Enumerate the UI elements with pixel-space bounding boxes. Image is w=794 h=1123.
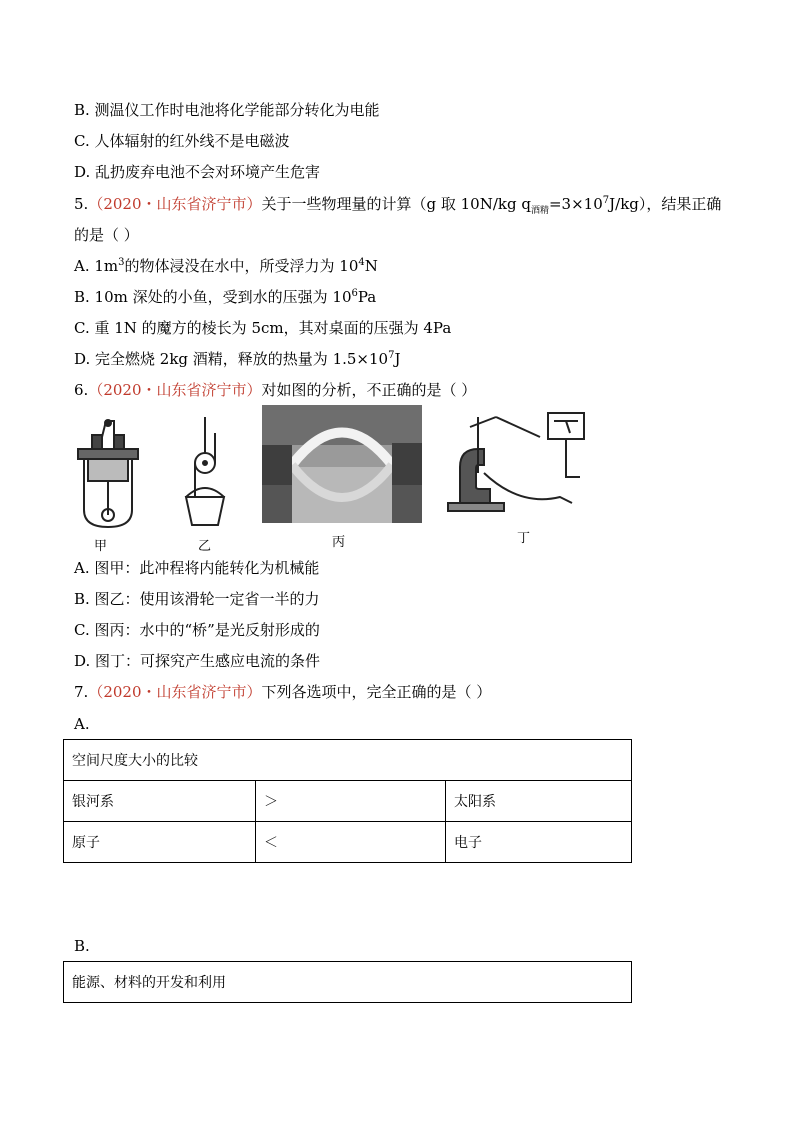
caption-ding: 丁 — [517, 531, 531, 546]
option-b-prev: B. 测温仪工作时电池将化学能部分转化为电能 — [74, 101, 380, 119]
q6-option-a: A. 图甲：此冲程将内能转化为机械能 — [74, 559, 320, 577]
table-a-header: 空间尺度大小的比较 — [64, 740, 632, 781]
engine-cylinder-figure — [74, 415, 142, 533]
q5-option-a: A. $1m^3$的物体浸没在水中，所受浮力为 $10^4N$ — [74, 257, 378, 275]
q7-stem: 7.（2020・山东省济宁市）下列各选项中，完全正确的是（ ） — [74, 683, 492, 701]
q5-stem-line2: 的是（ ） — [74, 226, 139, 244]
q7-label-a: A. — [74, 715, 90, 733]
table-row: 原子 ＜ 电子 — [64, 822, 632, 863]
q5-option-d: D. 完全燃烧 2kg 酒精，释放的热量为 $1.5\times 10^7J$ — [74, 350, 401, 368]
q6-option-c: C. 图丙：水中的“桥”是光反射形成的 — [74, 621, 320, 639]
q7-table-b — [63, 961, 632, 1003]
caption-jia: 甲 — [94, 539, 108, 554]
q5-stem: 5.（2020・山东省济宁市）关于一些物理量的计算（g 取 10N/kg $q_{酒精}=3\times 10^7J/kg$），结果正确 — [74, 195, 722, 216]
q6-option-d: D. 图丁：可探究产生感应电流的条件 — [74, 652, 321, 670]
table-b-header: 能源、材料的开发和利用 — [64, 962, 632, 1003]
caption-bing: 丙 — [332, 535, 346, 550]
caption-yi: 乙 — [198, 539, 212, 554]
q5-source: （2020・山东省济宁市） — [88, 195, 262, 213]
q6-source: （2020・山东省济宁市） — [88, 381, 262, 399]
q5-option-b: B. 10m 深处的小鱼，受到水的压强为 $10^6Pa$ — [74, 288, 377, 306]
q6-option-b: B. 图乙：使用该滑轮一定省一半的力 — [74, 590, 320, 608]
q6-figures — [70, 405, 590, 554]
q6-stem: 6.（2020・山东省济宁市）对如图的分析，不正确的是（ ） — [74, 381, 477, 399]
q7-table-a — [63, 739, 632, 863]
q7-label-b: B. — [74, 937, 90, 955]
pulley-bucket-figure — [180, 415, 230, 530]
q5-number: 5. — [74, 195, 89, 213]
option-c-prev: C. 人体辐射的红外线不是电磁波 — [74, 132, 290, 150]
option-d-prev: D. 乱扔废弃电池不会对环境产生危害 — [74, 163, 321, 181]
bridge-photo-figure — [262, 405, 422, 523]
table-row: 银河系 ＞ 太阳系 — [64, 781, 632, 822]
magnet-galvanometer-figure — [440, 407, 590, 517]
q7-source: （2020・山东省济宁市） — [88, 683, 262, 701]
q5-option-c: C. 重 1N 的魔方的棱长为 5cm，其对桌面的压强为 4Pa — [74, 319, 452, 337]
